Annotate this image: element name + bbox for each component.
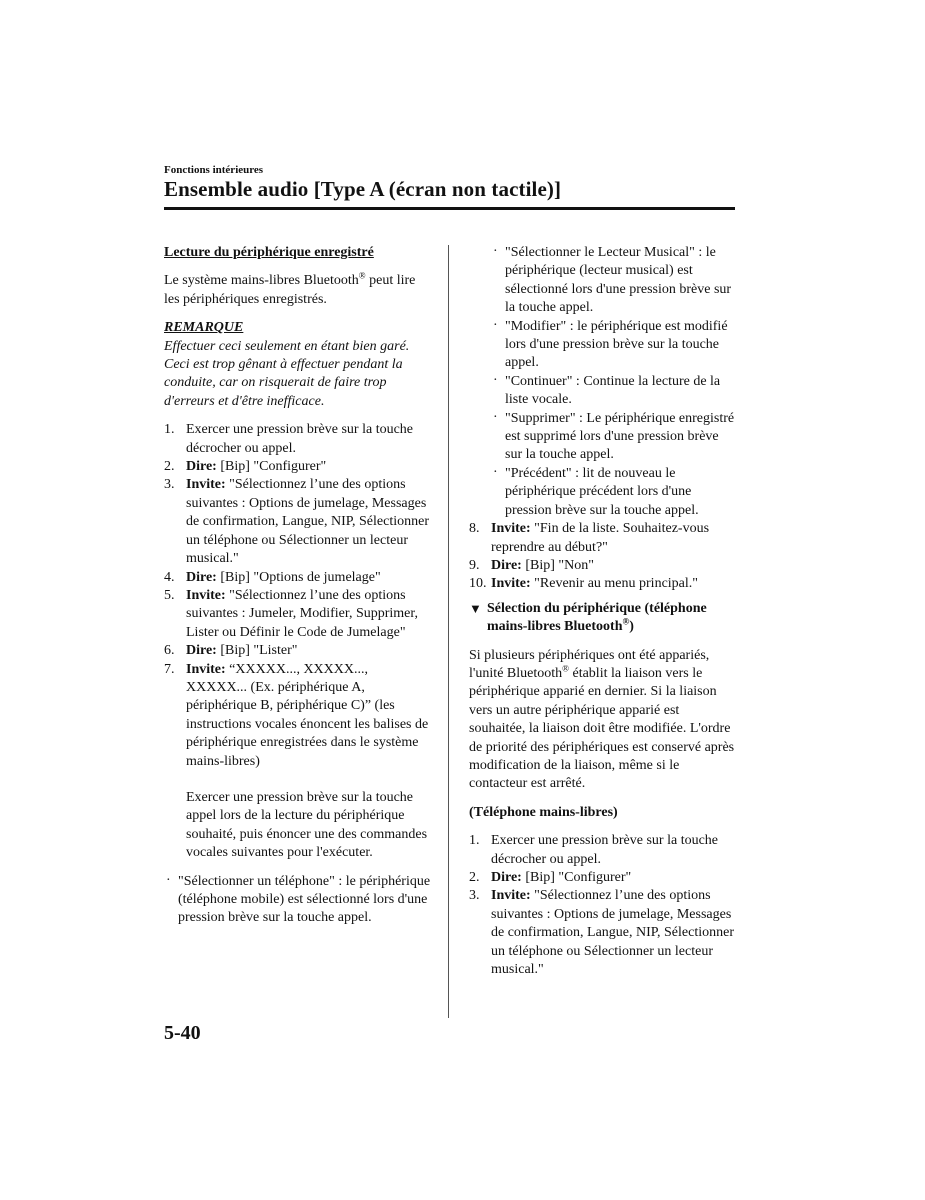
triangle-down-icon: ▼ [469,600,482,616]
command-list [469,244,737,520]
note-text: Effectuer ceci seulement en étant bien garé. Ceci est trop gênant à effectuer pendant la conduite, car on risquerait de faire trop d'erreurs et d'être inefficace. [164,338,410,409]
steps-list [469,832,737,979]
step-item: 4. Dire: [Bip] "Options de jumelage" [164,569,381,585]
command-item: · "Sélectionner un téléphone" : le périphérique (téléphone mobile) est sélectionné lors d'une pression brève sur la touche appel. [166,872,431,926]
right-column [469,244,737,979]
step-followup: Exercer une pression brève sur la touche appel lors de la lecture du périphérique souhaité, puis énoncer une des commandes vocales suivantes pour l'exécuter. [186,789,428,861]
command-list [164,873,432,928]
page-title: Ensemble audio [Type A (écran non tactile)] [164,177,562,201]
command-item: · "Continuer" : Continue la lecture de la liste vocale. [493,372,721,408]
column-divider [448,245,449,1018]
step-item: 8. Invite: "Fin de la liste. Souhaitez-vous reprendre au début?" [469,521,710,555]
step-item: 1. Exercer une pression brève sur la touche décrocher ou appel. [469,833,719,867]
page-number: 5-40 [164,1022,201,1044]
section-heading: ▼ Sélection du périphérique (téléphone mains-libres Bluetooth®) [469,600,707,635]
step-item: 7. Invite: “XXXXX..., XXXXX..., XXXXX... (Ex. périphérique A, périphérique B, périphérique C)” (les instructions vocales énoncent les balises de périphérique enregistrées dans le système mains-libres) [164,661,429,769]
step-item: 3. Invite: "Sélectionnez l’une des options suivantes : Options de jumelage, Messages de confirmation, Langue, NIP, Sélectionner un téléphone ou Sélectionner un lecteur musical." [469,888,734,978]
command-item: · "Sélectionner le Lecteur Musical" : le périphérique (lecteur musical) est sélectionné lors d'une pression brève sur la touche appel. [493,244,732,316]
command-item: · "Modifier" : le périphérique est modifié lors d'une pression brève sur la touche appel. [493,317,728,371]
title-divider [164,207,735,210]
note-heading: REMARQUE [164,320,244,336]
subheading: (Téléphone mains-libres) [469,804,618,820]
step-item: 10. Invite: "Revenir au menu principal." [469,576,698,592]
step-item: 2. Dire: [Bip] "Configurer" [164,459,327,475]
priority-paragraph: Si plusieurs périphériques ont été appariés, l'unité Bluetooth® établit la liaison vers le périphérique apparié en dernier. Si la liaison vers un autre périphérique apparié est souhaitée, la liaison doit être modifiée. L'ordre de priorité des périphériques est conservé après modification de la liaison, même si le contacteur est arrêté. [469,647,735,792]
step-item: 3. Invite: "Sélectionnez l’une des options suivantes : Options de jumelage, Messages de confirmation, Langue, NIP, Sélectionner un téléphone ou Sélectionner un lecteur musical." [164,477,429,567]
steps-list [164,421,432,771]
step-item: 5. Invite: "Sélectionnez l’une des options suivantes : Jumeler, Modifier, Supprimer, Lister ou Définir le Code de Jumelage" [164,587,418,640]
step-item: 2. Dire: [Bip] "Configurer" [469,870,632,885]
step-item: 1. Exercer une pression brève sur la touche décrocher ou appel. [164,422,414,456]
section-label: Fonctions intérieures [164,164,264,176]
command-item: · "Précédent" : lit de nouveau le périphérique précédent lors d'une pression brève sur la touche appel. [493,464,699,518]
step-item: 6. Dire: [Bip] "Lister" [164,643,298,659]
steps-list [469,520,737,594]
left-column [164,244,432,928]
subsection-heading: Lecture du périphérique enregistré [164,245,374,260]
step-item: 9. Dire: [Bip] "Non" [469,557,594,573]
intro-paragraph: Le système mains-libres Bluetooth® peut lire les périphériques enregistrés. [164,270,416,307]
command-item: · "Supprimer" : Le périphérique enregistré est supprimé lors d'une pression brève sur la touche appel. [493,409,735,463]
